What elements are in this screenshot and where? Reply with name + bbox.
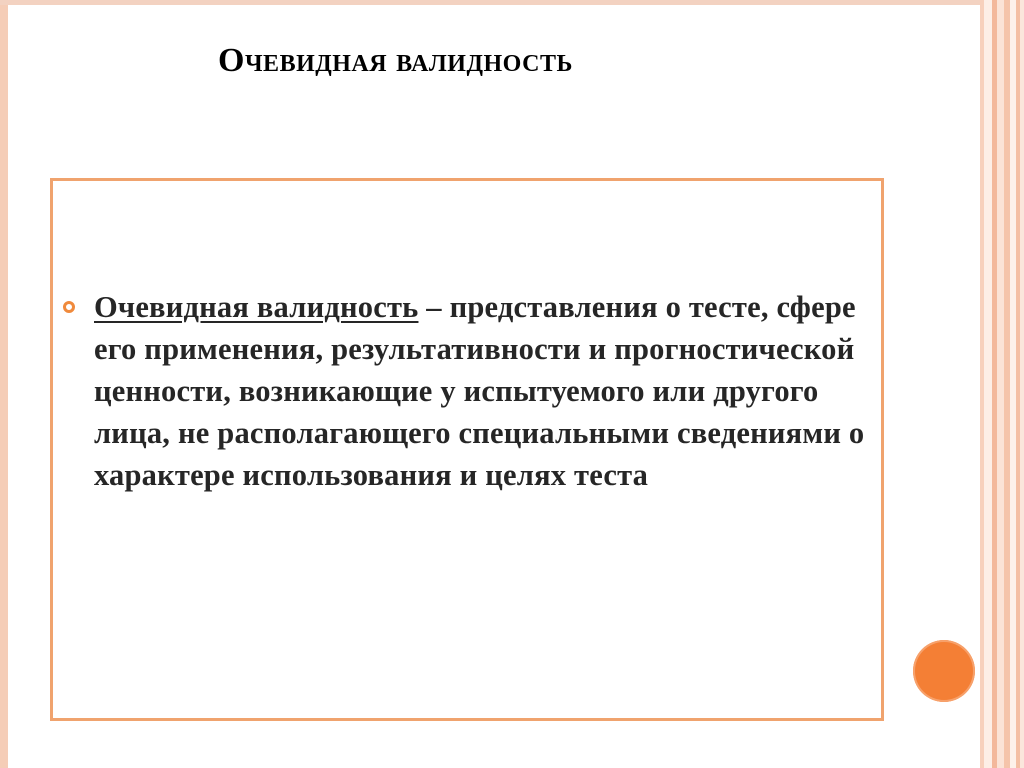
bullet-definition: – представления о тесте, сфере его применения, результативности и прогностической ценности, возникающие у испытуемого или другого лица, не располагающего специальными сведениями о характере использования и целях теста xyxy=(94,290,865,492)
bullet-term: Очевидная валидность xyxy=(94,290,419,324)
decorative-circle xyxy=(913,640,975,702)
stripe xyxy=(1020,0,1024,768)
bullet-text xyxy=(94,286,874,496)
stripe xyxy=(997,0,1004,768)
stripe xyxy=(984,0,992,768)
slide-left-frame xyxy=(0,0,8,768)
bullet-icon xyxy=(63,301,75,313)
slide-title: Очевидная валидность xyxy=(218,42,573,79)
decorative-stripes xyxy=(980,0,1024,768)
